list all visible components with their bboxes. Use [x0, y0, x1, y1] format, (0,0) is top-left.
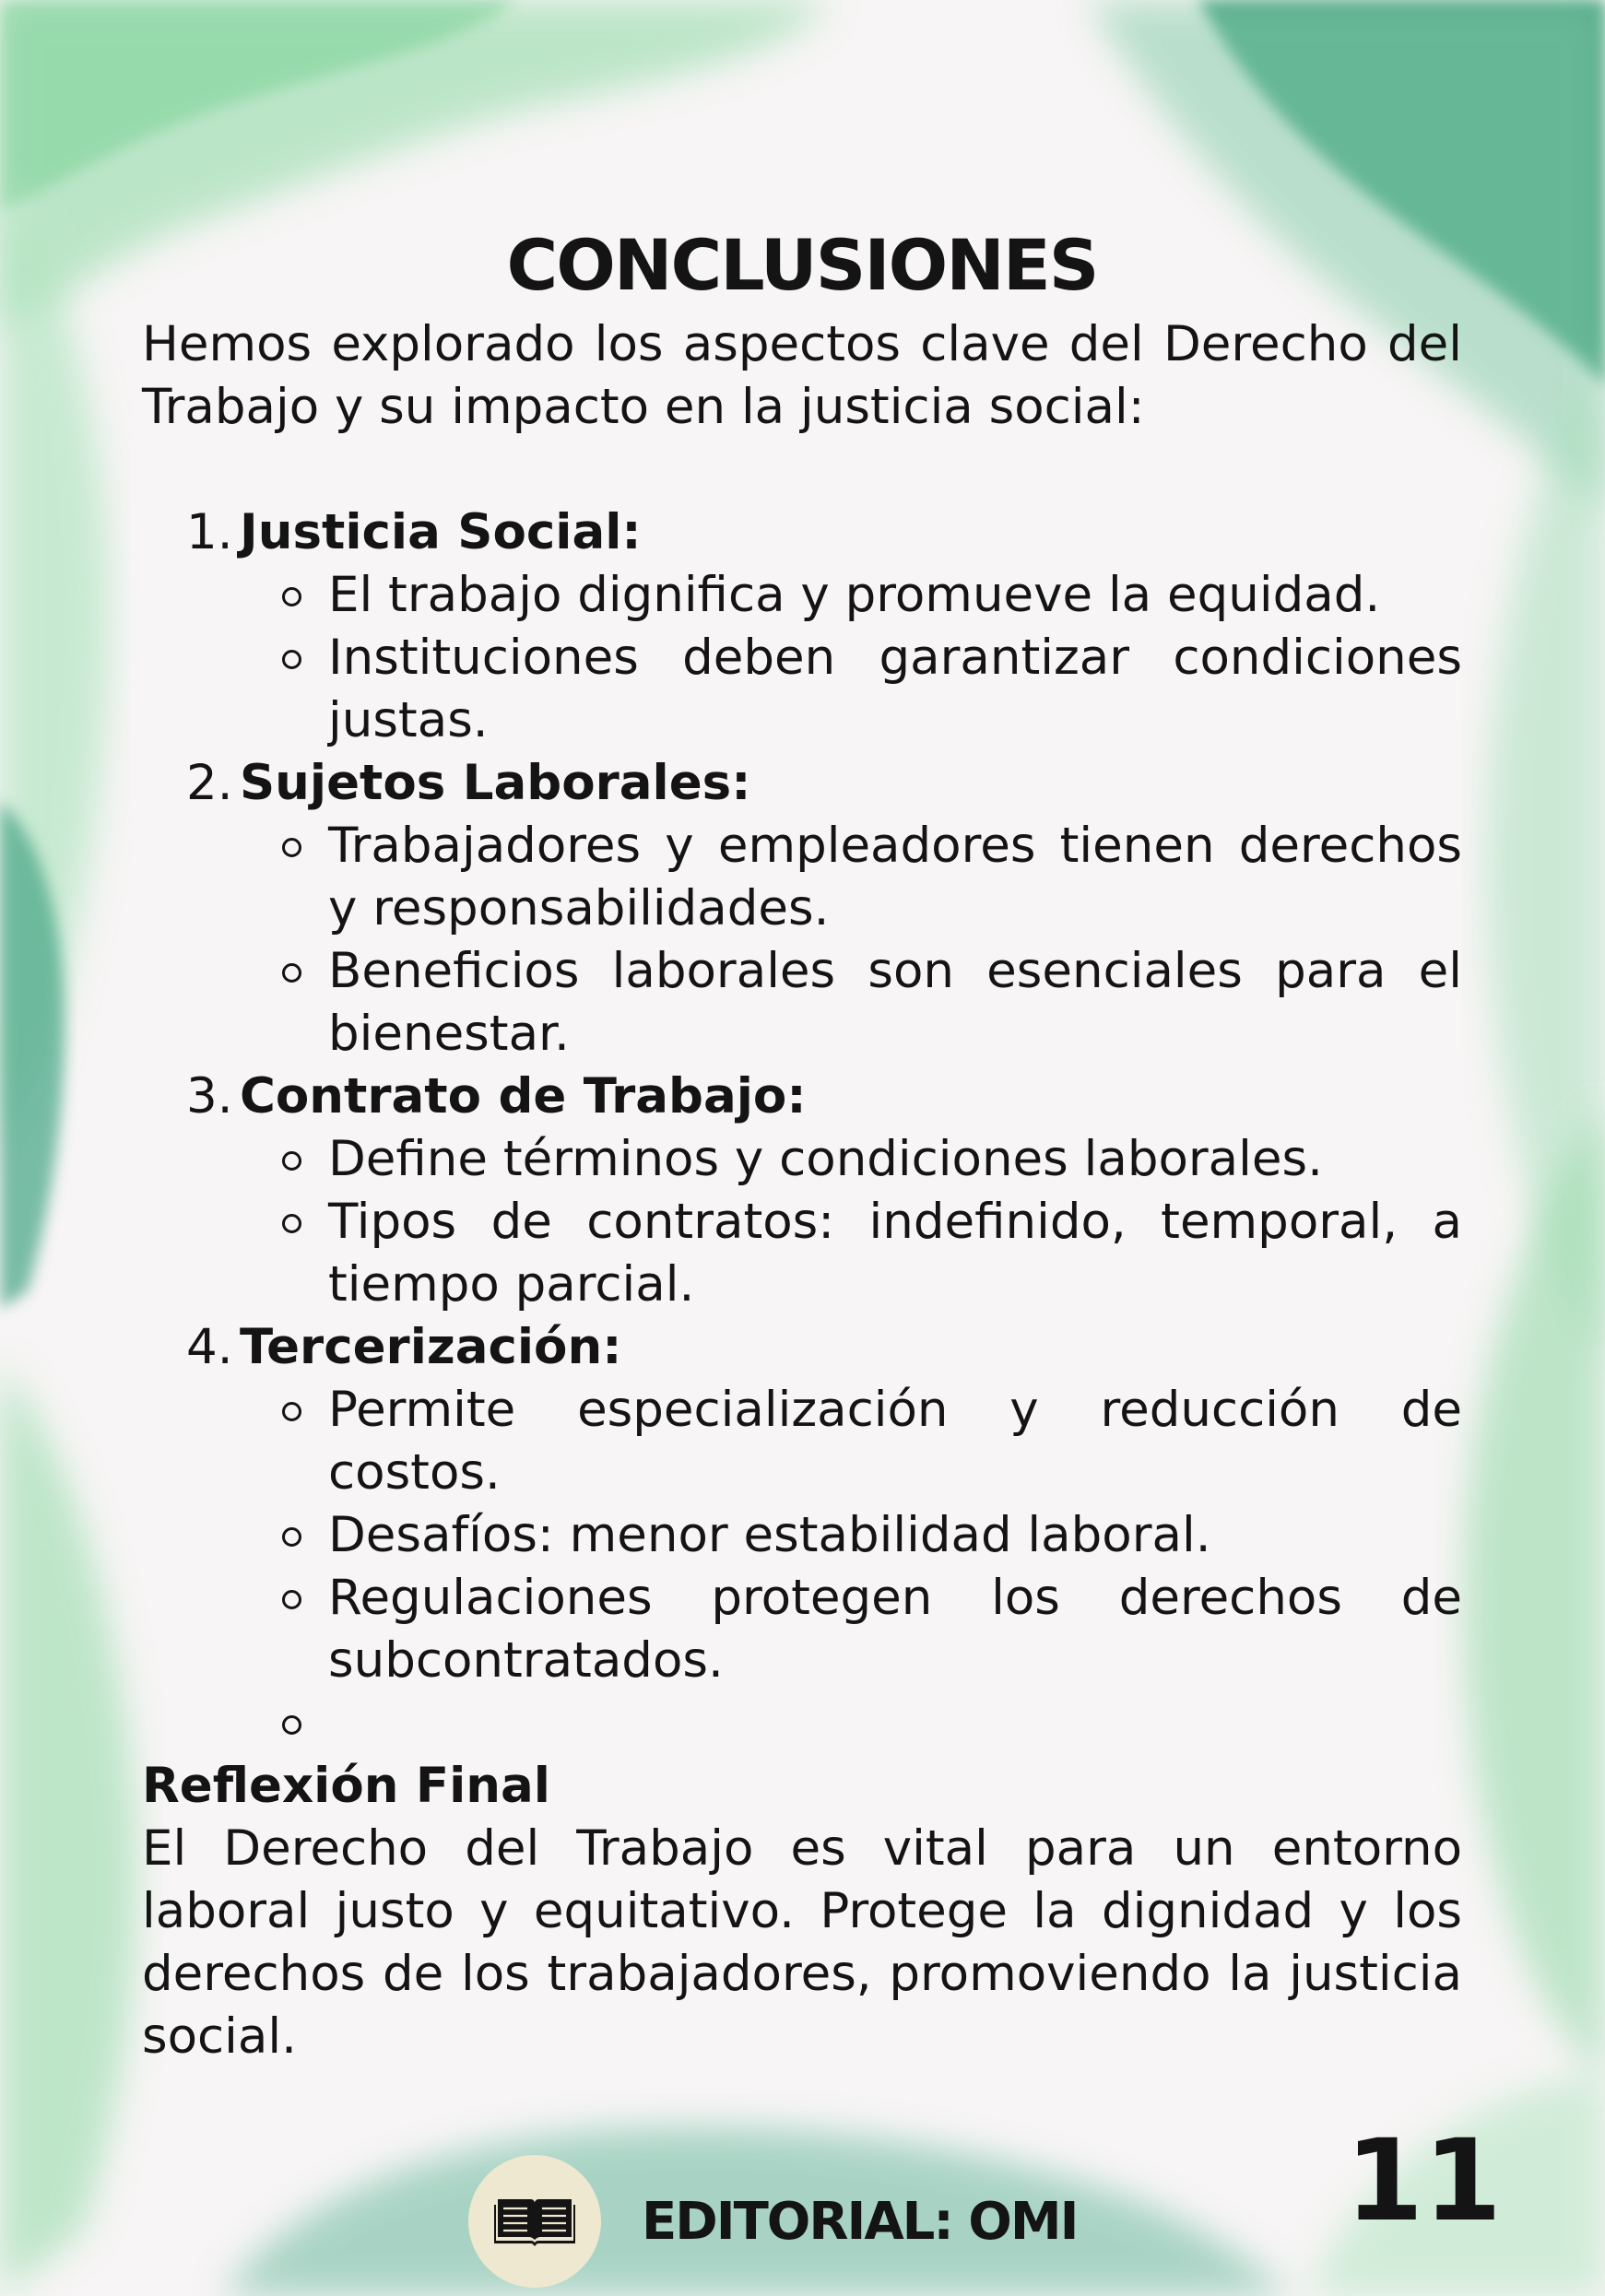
bullet-item: [142, 627, 1462, 752]
empty-bullet: [142, 1692, 1462, 1755]
bullet-circle-icon: [280, 564, 328, 627]
bullet-text: Trabajadores y empleadores tienen derechos y responsabilidades.: [328, 818, 1462, 936]
section-heading-text: Contrato de Trabajo:: [240, 1068, 807, 1124]
bullet-circle-icon: [280, 627, 328, 752]
section-item: [142, 1066, 1462, 1316]
page-number: 11: [1345, 2115, 1502, 2246]
bullet-text: Desafíos: menor estabilidad laboral.: [328, 1507, 1211, 1563]
bullet-item: [142, 564, 1462, 627]
open-book-icon: [494, 2196, 575, 2247]
section-heading: [142, 1316, 1462, 1379]
bullet-list: [142, 1379, 1462, 1692]
section-heading-text: Justicia Social:: [240, 504, 642, 560]
section-number: 2.: [186, 755, 233, 811]
bullet-list: [142, 815, 1462, 1066]
bullet-text: Define términos y condiciones laborales.: [328, 1131, 1323, 1187]
bullet-item: [142, 940, 1462, 1066]
bullet-item: [142, 1128, 1462, 1191]
section-heading: [142, 501, 1462, 564]
section-item: [142, 752, 1462, 1066]
bullet-item: [142, 1379, 1462, 1504]
bullet-item: [142, 1567, 1462, 1692]
intro-paragraph: Hemos explorado los aspectos clave del Derecho del Trabajo y su impacto en la justicia social:: [142, 316, 1462, 435]
bullet-text: Instituciones deben garantizar condiciones justas.: [328, 630, 1462, 748]
bullet-text: Beneficios laborales son esenciales para el bienestar.: [328, 943, 1462, 1062]
reflection-text: El Derecho del Trabajo es vital para un entorno laboral justo y equitativo. Protege la dignidad y los derechos de los trabajadores, promoviendo la justicia social.: [142, 1820, 1462, 2065]
section-heading: [142, 752, 1462, 815]
bullet-circle-icon: [280, 1567, 328, 1692]
section-item: [142, 501, 1462, 752]
bullet-text: Regulaciones protegen los derechos de subcontratados.: [328, 1570, 1462, 1689]
section-number: 1.: [186, 504, 233, 560]
bullet-circle-icon: [280, 1692, 328, 1755]
section-heading-text: Tercerización:: [240, 1319, 622, 1375]
bullet-item: [142, 815, 1462, 940]
bullet-text: Tipos de contratos: indefinido, temporal, a tiempo parcial.: [328, 1194, 1462, 1313]
bullet-circle-icon: [280, 1379, 328, 1504]
bullet-item: [142, 1504, 1462, 1567]
bullet-list: [142, 564, 1462, 752]
bullet-text: El trabajo dignifica y promueve la equidad.: [328, 567, 1381, 623]
footer-badge: [468, 2155, 601, 2288]
bullet-circle-icon: [280, 1191, 328, 1316]
sections-list: [142, 501, 1462, 1692]
bullet-list: [142, 1128, 1462, 1316]
section-number: 4.: [186, 1319, 233, 1375]
bullet-circle-icon: [280, 815, 328, 940]
footer-label: EDITORIAL: OMI: [642, 2192, 1078, 2252]
bullet-text: Permite especialización y reducción de costos.: [328, 1382, 1462, 1501]
bullet-circle-icon: [280, 1504, 328, 1567]
reflection-heading: Reflexión Final: [142, 1758, 550, 1814]
bullet-item: [142, 1191, 1462, 1316]
page-title: CONCLUSIONES: [506, 224, 1098, 306]
bullet-circle-icon: [280, 940, 328, 1066]
bullet-circle-icon: [280, 1128, 328, 1191]
section-number: 3.: [186, 1068, 233, 1124]
section-heading-text: Sujetos Laborales:: [240, 755, 751, 811]
page-content: [142, 224, 1462, 2068]
section-item: [142, 1316, 1462, 1692]
section-heading: [142, 1066, 1462, 1128]
